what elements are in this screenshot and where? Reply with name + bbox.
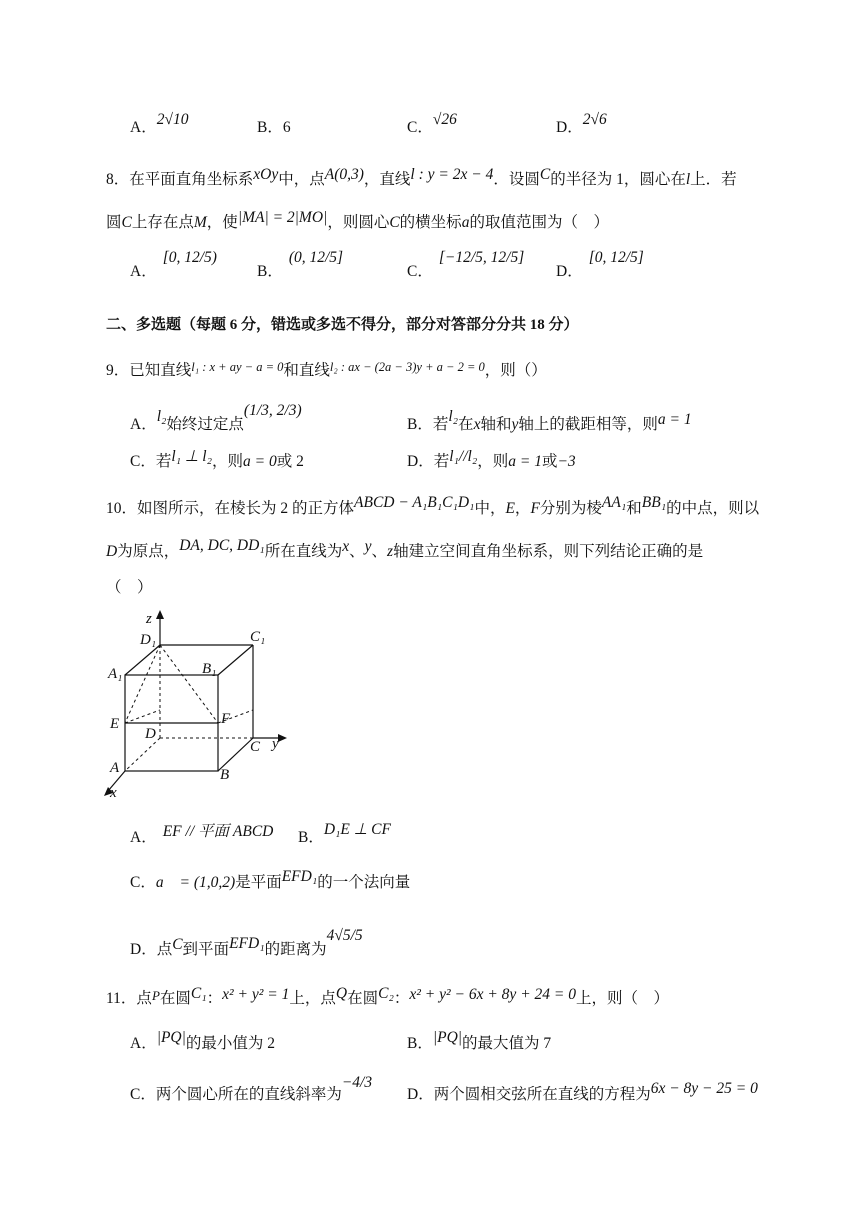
text: 为原点，	[117, 543, 180, 560]
math: x² + y² = 1	[222, 986, 290, 1003]
text: 在圆	[347, 990, 379, 1007]
cube-figure	[100, 605, 300, 800]
q9-option-d[interactable]	[407, 448, 576, 472]
option-value: [0, 12/5]	[588, 249, 644, 266]
math: D₁E ⊥ CF	[323, 821, 391, 838]
q8-option-d[interactable]	[556, 249, 644, 282]
option-label: B．若	[407, 416, 449, 433]
option-value: [−12/5, 12/5]	[438, 249, 525, 266]
text: 11．点	[106, 990, 152, 1007]
text: 上．若	[690, 171, 737, 188]
math: AA₁	[601, 494, 627, 511]
math: EFD₁	[229, 935, 265, 952]
text: 和	[626, 500, 642, 517]
text: 始终过定点	[166, 416, 244, 433]
option-label: D．	[556, 119, 583, 136]
option-value: [0, 12/5)	[162, 249, 217, 266]
vertex-label-d1: D₁	[140, 632, 157, 648]
math: x	[473, 416, 481, 433]
option-label: C．	[407, 119, 433, 136]
math: C	[389, 214, 400, 231]
vertex-label-b1: B₁	[202, 661, 217, 677]
text: 上，点	[289, 990, 336, 1007]
vertex-label-c1: C₁	[250, 629, 266, 645]
text: 中，点	[278, 171, 325, 188]
q8-option-a[interactable]	[130, 249, 217, 282]
q11-option-b[interactable]	[407, 1029, 552, 1054]
q9-stem	[106, 361, 547, 381]
math: E	[505, 500, 515, 517]
option-label: C．若	[130, 453, 172, 470]
text: 在圆	[159, 990, 191, 1007]
math: a = 1	[657, 411, 692, 428]
text: 在	[458, 416, 474, 433]
vertex-label-b: B	[220, 767, 230, 783]
option-label: C．	[407, 263, 433, 280]
text: 是平面	[235, 874, 282, 891]
math: ABCD − A₁B₁C₁D₁	[354, 494, 475, 511]
math: |PQ|	[432, 1029, 463, 1046]
math: 6x − 8y − 25 = 0	[650, 1080, 758, 1097]
option-value: 2√6	[582, 111, 607, 128]
q8-stem-line1	[106, 166, 737, 190]
math: A(0,3)	[324, 166, 364, 183]
option-label: C．两个圆心所在的直线斜率为	[130, 1086, 342, 1103]
text: 的取值范围为（ ）	[469, 214, 609, 231]
math: BB₁	[641, 494, 667, 511]
axis-label-z: z	[146, 611, 152, 627]
text: 上存在点	[131, 214, 194, 231]
math: l₂	[156, 408, 167, 425]
vertex-label-c: C	[250, 739, 261, 755]
text: 轴上的截距相等，则	[518, 416, 658, 433]
q9-option-c[interactable]	[130, 448, 304, 472]
option-value: 2√10	[156, 111, 189, 128]
text: ，则（）	[484, 362, 547, 379]
vertex-label-a1: A₁	[108, 666, 123, 682]
option-label: A．	[130, 829, 157, 846]
option-label: B．6	[257, 119, 291, 136]
text: 的中点，则以	[666, 500, 760, 517]
text: ：	[393, 990, 410, 1007]
q10-option-d[interactable]	[130, 927, 363, 960]
text: ，使	[206, 214, 238, 231]
math: P	[151, 988, 160, 1003]
text: 中，	[474, 500, 506, 517]
q8-option-c[interactable]	[407, 249, 525, 282]
text: 圆	[106, 214, 122, 231]
text: ，	[514, 500, 531, 517]
text: ，则	[212, 453, 244, 470]
math: xOy	[253, 166, 279, 183]
q11-option-c[interactable]	[130, 1074, 373, 1105]
text: ．设圆	[493, 171, 540, 188]
option-label: D．两个圆相交弦所在直线的方程为	[407, 1086, 651, 1103]
math: l	[685, 171, 691, 188]
math: l₂ : ax − (2a − 3)y + a − 2 = 0	[329, 360, 485, 374]
text: 轴建立空间直角坐标系，则下列结论正确的是	[393, 543, 704, 560]
math: a	[461, 214, 470, 231]
math: a = 0	[243, 453, 277, 470]
text: 的最大值为 7	[462, 1035, 552, 1052]
math: C	[172, 936, 183, 953]
text: ，则圆心	[327, 214, 390, 231]
axis-label-x: x	[110, 785, 117, 800]
q10-stem-line1	[106, 494, 760, 519]
text: 的距离为	[264, 941, 327, 958]
math: l₂	[448, 408, 459, 425]
option-label: D．点	[130, 941, 173, 958]
math: M	[193, 214, 207, 231]
math: Q	[335, 985, 348, 1002]
text: 的横坐标	[399, 214, 462, 231]
q7-option-c[interactable]	[407, 111, 457, 138]
q11-option-a[interactable]	[130, 1029, 276, 1054]
q7-option-b[interactable]	[257, 118, 291, 138]
text: 所在直线为	[264, 543, 343, 560]
math: y	[364, 538, 372, 555]
math: a⃗ = (1,0,2)	[155, 874, 236, 891]
axis-label-y: y	[272, 736, 279, 752]
q10-option-c[interactable]	[130, 868, 411, 893]
vertex-label-a: A	[110, 760, 120, 776]
text: 、	[349, 543, 365, 560]
option-label: B．	[407, 1035, 433, 1052]
math: l₁ ⊥ l₂	[171, 448, 212, 465]
math: x	[342, 538, 350, 555]
math: 4√5/5	[326, 927, 363, 944]
math: |PQ|	[156, 1029, 186, 1046]
text: 或 2	[276, 453, 304, 470]
q10-stem-line3: （ ）	[106, 579, 153, 596]
q7-option-d[interactable]	[556, 111, 607, 138]
q7-option-a[interactable]	[130, 111, 189, 138]
option-label: C．	[130, 874, 156, 891]
math: |MA| = 2|MO|	[237, 209, 328, 226]
math: a = 1	[508, 453, 542, 470]
section-title: 二、多选题（每题 6 分，错选或多选不得分，部分对答部分分共 18 分）	[106, 317, 579, 333]
option-label: A．	[130, 1035, 157, 1052]
math: C	[121, 214, 132, 231]
text: 、	[371, 543, 388, 560]
math: x² + y² − 6x + 8y + 24 = 0	[409, 986, 576, 1003]
text: ，直线	[363, 171, 411, 188]
q8-option-b[interactable]	[257, 249, 344, 282]
text: 到平面	[182, 941, 230, 958]
q10-option-a[interactable]	[130, 823, 274, 848]
q9-option-b[interactable]	[407, 408, 692, 435]
math: (1/3, 2/3)	[243, 402, 302, 419]
math: EF // 平面 ABCD	[162, 823, 274, 840]
option-label: D．若	[407, 453, 450, 470]
text: ：	[206, 990, 223, 1007]
text: 和直线	[283, 362, 330, 379]
q9-option-a[interactable]	[130, 402, 302, 435]
vertex-label-e: E	[110, 716, 120, 732]
q10-option-b[interactable]	[298, 821, 391, 848]
option-label: D．	[556, 263, 583, 280]
math: z	[387, 543, 394, 560]
text: 的半径为 1，圆心在	[550, 171, 686, 188]
text: 10．如图所示，在棱长为 2 的正方体	[106, 500, 355, 517]
math: −4/3	[341, 1074, 373, 1091]
option-label: A．	[130, 416, 157, 433]
q11-option-d[interactable]	[407, 1080, 758, 1105]
math: y	[511, 416, 519, 433]
math: C	[539, 166, 551, 183]
math: −3	[557, 453, 576, 470]
q8-stem-line2	[106, 209, 609, 233]
text: ，则	[477, 453, 509, 470]
option-label: A．	[130, 263, 157, 280]
text: 9．已知直线	[106, 362, 192, 379]
math: D	[106, 543, 118, 560]
math: EFD₁	[281, 868, 318, 885]
q11-stem	[106, 985, 670, 1009]
vertex-label-d: D	[145, 726, 156, 742]
option-label: A．	[130, 119, 157, 136]
text: 轴和	[480, 416, 512, 433]
text: 或	[541, 453, 558, 470]
math: l₁ : x + ay − a = 0	[191, 360, 284, 374]
option-label: B．	[257, 263, 283, 280]
vertex-label-f: F	[221, 711, 231, 727]
math: l₁//l₂	[449, 448, 478, 465]
option-label: B．	[298, 829, 324, 846]
math: C₂	[378, 985, 394, 1002]
text: 8．在平面直角坐标系	[106, 171, 254, 188]
text: 的一个法向量	[317, 874, 411, 891]
option-value: (0, 12/5]	[288, 249, 344, 266]
math: C₁	[190, 985, 207, 1002]
math: DA, DC, DD₁	[179, 537, 265, 554]
q10-stem-line2	[106, 537, 704, 562]
text: 分别为棱	[539, 500, 602, 517]
option-value: √26	[432, 111, 457, 128]
math: F	[530, 500, 540, 517]
text: 的最小值为 2	[185, 1035, 276, 1052]
math: l : y = 2x − 4	[410, 166, 494, 183]
text: 上，则（ ）	[576, 990, 670, 1007]
